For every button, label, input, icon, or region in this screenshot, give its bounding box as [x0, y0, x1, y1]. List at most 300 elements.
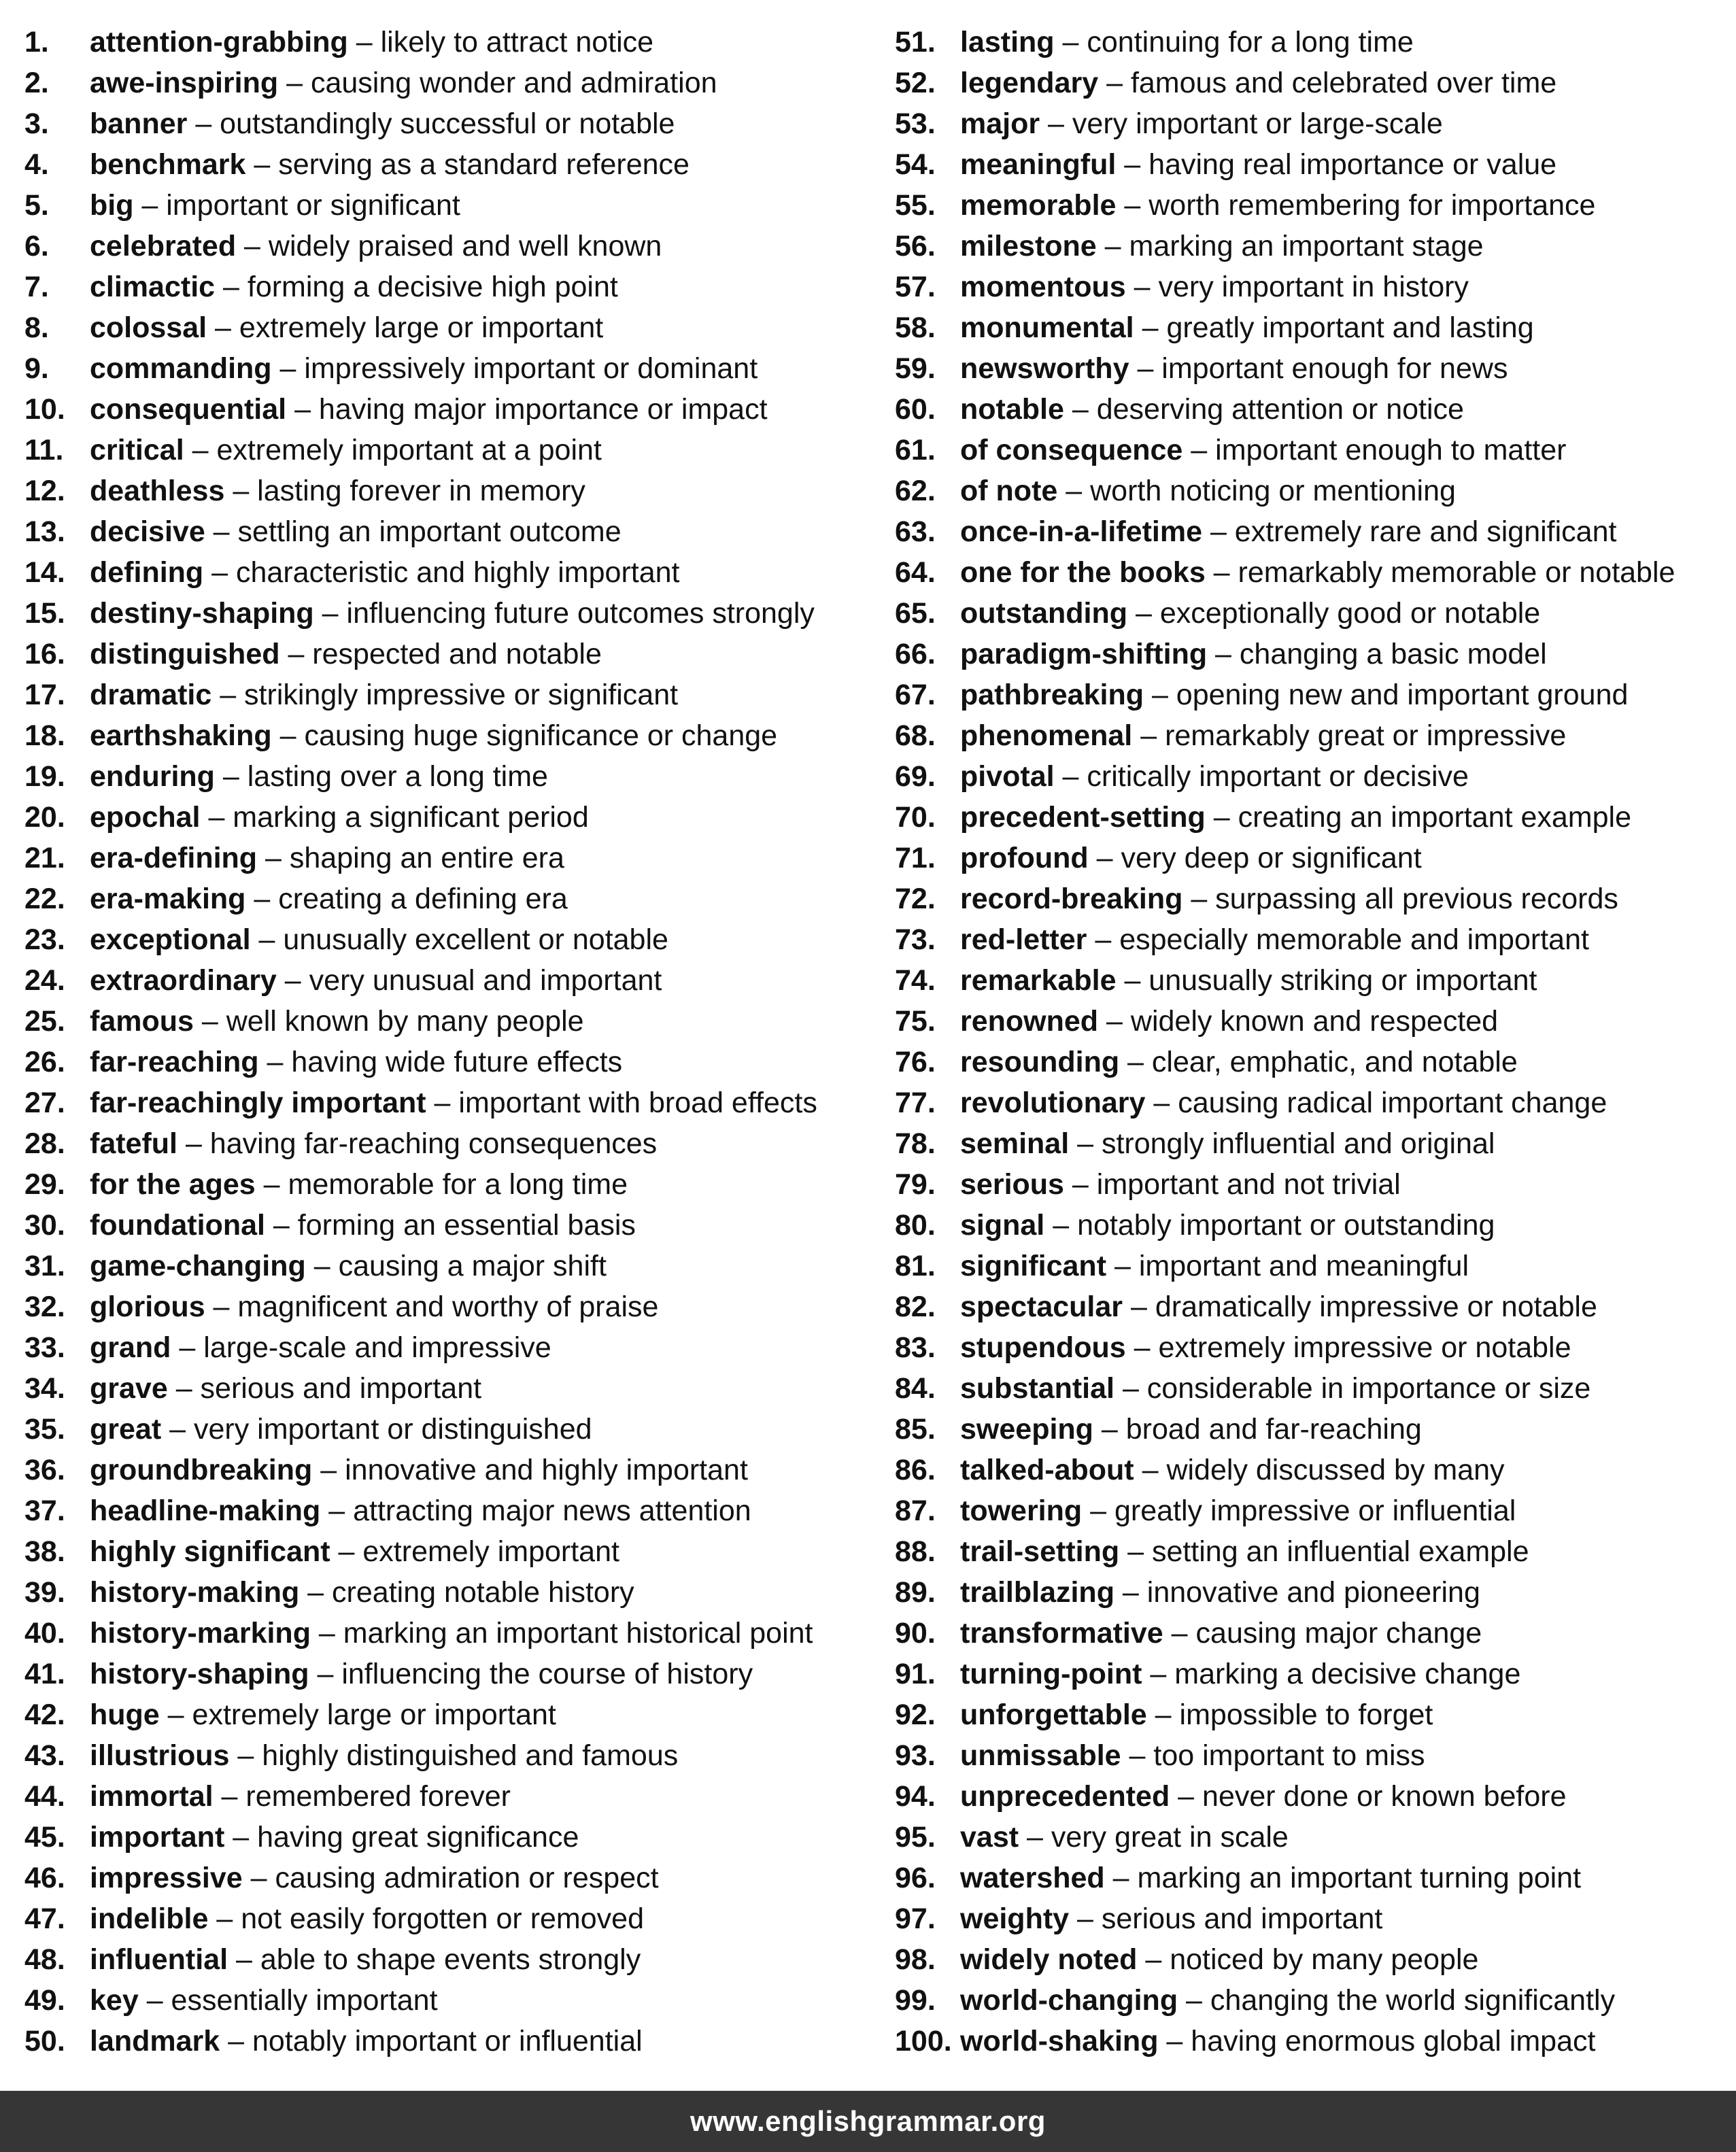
list-item — [895, 1082, 1724, 1123]
list-item-term: lasting — [960, 26, 1055, 58]
list-item-text — [960, 1858, 1581, 1898]
list-item-term: celebrated — [90, 230, 237, 262]
list-item-text — [960, 1735, 1425, 1776]
list-item — [24, 226, 881, 267]
list-item-number: 99. — [895, 1984, 936, 2017]
list-item-term: world-shaking — [960, 2025, 1159, 2057]
list-item-text — [960, 1368, 1590, 1409]
list-item — [895, 1776, 1724, 1817]
list-item-term: decisive — [90, 515, 205, 548]
list-item-definition: – essentially important — [138, 1984, 438, 2017]
list-item-definition: – marking a decisive change — [1142, 1658, 1521, 1690]
list-item-text — [90, 1409, 592, 1450]
list-item-definition: – deserving attention or notice — [1063, 393, 1464, 426]
list-item-term: fateful — [90, 1127, 177, 1160]
list-item — [895, 1409, 1724, 1450]
list-item-definition: – causing huge significance or change — [271, 719, 778, 752]
list-item-definition: – characteristic and highly important — [203, 556, 680, 589]
list-item-number: 43. — [24, 1739, 65, 1772]
list-item-term: awe-inspiring — [90, 67, 279, 99]
list-item-term: history-making — [90, 1576, 300, 1609]
list-item-term: world-changing — [960, 1984, 1178, 2017]
list-item-term: climactic — [90, 271, 216, 303]
list-item-term: immortal — [90, 1780, 214, 1813]
list-item-definition: – serious and important — [167, 1372, 482, 1405]
list-item — [895, 1164, 1724, 1205]
list-item-definition: – able to shape events strongly — [228, 1943, 641, 1976]
list-item — [24, 511, 881, 552]
list-item-text — [960, 1001, 1498, 1042]
list-item — [895, 1327, 1724, 1368]
list-item — [895, 1817, 1724, 1858]
list-item-text — [960, 838, 1422, 878]
list-item-number: 19. — [24, 760, 65, 793]
list-item — [895, 1980, 1724, 2021]
list-item-text — [90, 185, 460, 226]
list-item-term: important — [90, 1821, 225, 1854]
list-item-term: huge — [90, 1698, 160, 1731]
list-item-term: headline-making — [90, 1495, 321, 1527]
list-item-number: 52. — [895, 67, 936, 99]
list-item-definition: – having real importance or value — [1116, 148, 1557, 181]
list-item — [895, 593, 1724, 634]
list-item — [24, 1980, 881, 2021]
list-item-number: 89. — [895, 1576, 936, 1609]
list-item-text — [90, 1939, 641, 1980]
list-item-number: 79. — [895, 1168, 936, 1201]
list-item-text — [90, 878, 568, 919]
list-item-definition: – influencing the course of history — [309, 1658, 753, 1690]
list-item-definition: – magnificent and worthy of praise — [205, 1291, 659, 1323]
list-item-text — [90, 1531, 619, 1572]
list-item-definition: – unusually striking or important — [1116, 964, 1537, 997]
list-item-definition: – changing the world significantly — [1178, 1984, 1616, 2017]
list-item-definition: – important and meaningful — [1106, 1250, 1469, 1282]
list-item — [895, 1123, 1724, 1164]
list-item-text — [960, 1654, 1520, 1694]
list-item — [895, 1042, 1724, 1082]
list-item — [24, 1450, 881, 1490]
list-item-text — [90, 103, 675, 144]
list-item — [895, 1286, 1724, 1327]
list-item — [24, 2021, 881, 2062]
list-item — [895, 348, 1724, 389]
list-item — [895, 1898, 1724, 1939]
list-item-definition: – very great in scale — [1019, 1821, 1289, 1854]
list-item-term: momentous — [960, 271, 1126, 303]
list-item-text — [90, 1123, 657, 1164]
list-item-text — [90, 960, 662, 1001]
list-item-term: remarkable — [960, 964, 1117, 997]
list-item-definition: – innovative and highly important — [312, 1454, 748, 1486]
list-item-term: exceptional — [90, 923, 251, 956]
list-item-text — [960, 103, 1443, 144]
list-item-term: consequential — [90, 393, 287, 426]
list-item-text — [960, 919, 1589, 960]
list-item-definition: – surpassing all previous records — [1182, 883, 1618, 915]
list-item-term: enduring — [90, 760, 215, 793]
list-item-number: 97. — [895, 1902, 936, 1935]
list-item — [24, 756, 881, 797]
list-item-text — [90, 1817, 579, 1858]
list-item — [24, 1042, 881, 1082]
list-item-text — [90, 144, 690, 185]
list-item-definition: – respected and notable — [279, 638, 602, 670]
list-item-text — [90, 1368, 481, 1409]
list-item-number: 78. — [895, 1127, 936, 1160]
list-item-term: milestone — [960, 230, 1097, 262]
list-item-definition: – lasting over a long time — [214, 760, 548, 793]
list-item-definition: – setting an influential example — [1119, 1535, 1529, 1568]
list-item-number: 75. — [895, 1005, 936, 1038]
list-item-text — [90, 1205, 636, 1246]
list-item — [24, 593, 881, 634]
list-item — [24, 919, 881, 960]
list-item-term: key — [90, 1984, 139, 2017]
list-item — [24, 634, 881, 674]
list-item-text — [90, 226, 662, 267]
list-item-number: 54. — [895, 148, 936, 181]
list-item-text — [90, 1164, 628, 1205]
list-item — [895, 430, 1724, 471]
list-item-number: 80. — [895, 1209, 936, 1242]
list-item — [24, 1246, 881, 1286]
list-item-term: pathbreaking — [960, 679, 1144, 711]
list-item-definition: – creating a defining era — [245, 883, 568, 915]
list-item-term: impressive — [90, 1862, 243, 1894]
list-item-text — [960, 1286, 1597, 1327]
list-item-text — [90, 430, 602, 471]
list-item-number: 91. — [895, 1658, 936, 1690]
list-item — [24, 1858, 881, 1898]
list-item-definition: – too important to miss — [1121, 1739, 1425, 1772]
list-item-term: memorable — [960, 189, 1117, 222]
list-item-term: era-making — [90, 883, 246, 915]
list-item-definition: – creating notable history — [299, 1576, 634, 1609]
list-item-definition: – important enough to matter — [1182, 434, 1567, 466]
list-item — [24, 348, 881, 389]
list-item-term: of consequence — [960, 434, 1183, 466]
list-item-definition: – unusually excellent or notable — [250, 923, 668, 956]
list-item-number: 92. — [895, 1698, 936, 1731]
list-item-term: pivotal — [960, 760, 1055, 793]
list-item-text — [90, 1613, 813, 1654]
list-item-term: dramatic — [90, 679, 212, 711]
list-item-definition: – serious and important — [1069, 1902, 1383, 1935]
list-item-text — [960, 1164, 1401, 1205]
list-item-definition: – important with broad effects — [426, 1087, 817, 1119]
list-item-number: 55. — [895, 189, 936, 222]
list-item-definition: – important and not trivial — [1063, 1168, 1401, 1201]
list-item-number: 27. — [24, 1087, 65, 1119]
list-item-text — [90, 22, 653, 63]
list-item-definition: – forming a decisive high point — [215, 271, 618, 303]
list-item-definition: – extremely important — [330, 1535, 619, 1568]
list-item — [24, 267, 881, 307]
list-item-number: 77. — [895, 1087, 936, 1119]
list-item-definition: – causing wonder and admiration — [278, 67, 717, 99]
list-item — [24, 1368, 881, 1409]
list-item-term: talked-about — [960, 1454, 1134, 1486]
list-item-term: resounding — [960, 1046, 1120, 1078]
list-item-definition: – creating an important example — [1205, 801, 1632, 834]
list-item-number: 18. — [24, 719, 65, 752]
list-item-number: 5. — [24, 189, 49, 222]
list-item — [24, 960, 881, 1001]
list-item-definition: – worth noticing or mentioning — [1057, 475, 1456, 507]
list-item — [895, 1368, 1724, 1409]
list-item-number: 90. — [895, 1617, 936, 1650]
list-item-number: 36. — [24, 1454, 65, 1486]
list-item-term: precedent-setting — [960, 801, 1206, 834]
list-item-definition: – considerable in importance or size — [1114, 1372, 1591, 1405]
list-item-number: 3. — [24, 107, 49, 140]
list-item-definition: – causing major change — [1163, 1617, 1482, 1650]
list-item — [895, 634, 1724, 674]
list-item-definition: – clear, emphatic, and notable — [1119, 1046, 1518, 1078]
list-item-definition: – marking an important stage — [1096, 230, 1484, 262]
list-item — [895, 1858, 1724, 1898]
list-item — [24, 1286, 881, 1327]
list-item-number: 17. — [24, 679, 65, 711]
list-item-number: 63. — [895, 515, 936, 548]
list-item-number: 1. — [24, 26, 49, 58]
list-item-number: 10. — [24, 393, 65, 426]
list-item-term: landmark — [90, 2025, 220, 2057]
list-item-term: banner — [90, 107, 188, 140]
list-item-definition: – very unusual and important — [276, 964, 662, 997]
list-item-number: 62. — [895, 475, 936, 507]
list-item — [895, 1490, 1724, 1531]
list-item-term: highly significant — [90, 1535, 330, 1568]
list-item-number: 100. — [895, 2025, 952, 2057]
list-item-term: trailblazing — [960, 1576, 1114, 1609]
list-item-text — [960, 1450, 1505, 1490]
list-item-definition: – having enormous global impact — [1158, 2025, 1596, 2057]
list-item-definition: – extremely large or important — [159, 1698, 556, 1731]
list-item-term: unforgettable — [960, 1698, 1147, 1731]
list-item-text — [90, 511, 622, 552]
list-item — [24, 715, 881, 756]
list-item — [895, 878, 1724, 919]
list-item-term: history-marking — [90, 1617, 311, 1650]
list-item-number: 85. — [895, 1413, 936, 1446]
list-item-text — [960, 878, 1618, 919]
list-item-text — [960, 715, 1566, 756]
list-item-term: weighty — [960, 1902, 1070, 1935]
list-item-term: sweeping — [960, 1413, 1093, 1446]
list-item-definition: – likely to attract notice — [347, 26, 654, 58]
list-item-number: 35. — [24, 1413, 65, 1446]
list-item — [24, 389, 881, 430]
list-item-text — [90, 1327, 551, 1368]
list-item — [24, 63, 881, 103]
list-item-text — [960, 1898, 1382, 1939]
list-item-number: 82. — [895, 1291, 936, 1323]
list-item-term: famous — [90, 1005, 194, 1038]
list-item-term: for the ages — [90, 1168, 256, 1201]
list-item-number: 34. — [24, 1372, 65, 1405]
list-item — [895, 1246, 1724, 1286]
list-item-text — [90, 1858, 659, 1898]
list-item-text — [90, 1694, 556, 1735]
list-item-term: red-letter — [960, 923, 1087, 956]
list-item-number: 67. — [895, 679, 936, 711]
list-item-text — [960, 1409, 1422, 1450]
list-item — [24, 307, 881, 348]
list-item-definition: – widely known and respected — [1098, 1005, 1499, 1038]
list-item-definition: – greatly impressive or influential — [1082, 1495, 1516, 1527]
list-item-definition: – opening new and important ground — [1144, 679, 1629, 711]
list-item — [895, 1531, 1724, 1572]
list-item-text — [960, 1490, 1516, 1531]
list-item-term: phenomenal — [960, 719, 1133, 752]
list-item-text — [960, 1205, 1495, 1246]
list-item-number: 87. — [895, 1495, 936, 1527]
list-item-definition: – lasting forever in memory — [224, 475, 585, 507]
list-item-term: substantial — [960, 1372, 1114, 1405]
list-item — [895, 185, 1724, 226]
list-item — [24, 471, 881, 511]
list-item-number: 26. — [24, 1046, 65, 1078]
list-item-term: legendary — [960, 67, 1099, 99]
list-item-term: far-reachingly important — [90, 1087, 426, 1119]
list-item-number: 31. — [24, 1250, 65, 1282]
list-item-number: 16. — [24, 638, 65, 670]
list-item-number: 23. — [24, 923, 65, 956]
list-item-number: 33. — [24, 1331, 65, 1364]
list-item-number: 50. — [24, 2025, 65, 2057]
list-item — [895, 797, 1724, 838]
list-item — [24, 1205, 881, 1246]
list-item-definition: – greatly important and lasting — [1134, 311, 1534, 344]
list-item-number: 32. — [24, 1291, 65, 1323]
list-item-term: meaningful — [960, 148, 1117, 181]
list-item-term: paradigm-shifting — [960, 638, 1208, 670]
list-item-term: deathless — [90, 475, 225, 507]
list-item-term: big — [90, 189, 134, 222]
list-item-text — [960, 1327, 1571, 1368]
list-item-definition: – having great significance — [224, 1821, 579, 1854]
list-item-term: newsworthy — [960, 352, 1129, 385]
list-item-definition: – well known by many people — [193, 1005, 584, 1038]
list-item-text — [960, 2021, 1595, 2062]
list-item-text — [960, 471, 1456, 511]
list-item-text — [960, 1082, 1607, 1123]
list-item-number: 93. — [895, 1739, 936, 1772]
list-item — [895, 674, 1724, 715]
list-item-number: 72. — [895, 883, 936, 915]
list-item-number: 8. — [24, 311, 49, 344]
list-item-definition: – having wide future effects — [258, 1046, 623, 1078]
list-item — [895, 552, 1724, 593]
list-item-definition: – marking a significant period — [200, 801, 589, 834]
list-item-number: 65. — [895, 597, 936, 630]
list-item — [895, 267, 1724, 307]
list-item-text — [90, 593, 815, 634]
list-item-text — [90, 1898, 644, 1939]
list-item-text — [960, 226, 1484, 267]
list-item-definition: – shaping an entire era — [257, 842, 564, 874]
list-item — [24, 552, 881, 593]
list-item-definition: – extremely large or important — [207, 311, 604, 344]
list-item-text — [90, 389, 768, 430]
list-item-definition: – exceptionally good or notable — [1127, 597, 1541, 630]
list-item-text — [90, 1450, 748, 1490]
list-item-definition: – not easily forgotten or removed — [208, 1902, 644, 1935]
list-item-term: stupendous — [960, 1331, 1126, 1364]
list-item — [24, 1082, 881, 1123]
list-item-number: 98. — [895, 1943, 936, 1976]
list-item — [895, 1654, 1724, 1694]
list-item-text — [90, 919, 668, 960]
list-item-definition: – large-scale and impressive — [171, 1331, 551, 1364]
list-item-text — [960, 634, 1547, 674]
list-item-number: 59. — [895, 352, 936, 385]
list-item-text — [90, 63, 717, 103]
list-item-number: 28. — [24, 1127, 65, 1160]
list-item-text — [90, 307, 603, 348]
list-item-number: 11. — [24, 434, 64, 466]
list-item-definition: – remembered forever — [213, 1780, 511, 1813]
list-item — [895, 715, 1724, 756]
list-item-term: revolutionary — [960, 1087, 1146, 1119]
list-item-term: commanding — [90, 352, 272, 385]
list-item-term: signal — [960, 1209, 1045, 1242]
list-item-definition: – attracting major news attention — [320, 1495, 751, 1527]
list-item-term: once-in-a-lifetime — [960, 515, 1202, 548]
list-item-text — [960, 1531, 1529, 1572]
list-item-definition: – innovative and pioneering — [1114, 1576, 1480, 1609]
list-item-number: 44. — [24, 1780, 65, 1813]
list-item-definition: – especially memorable and important — [1087, 923, 1589, 956]
list-item-text — [90, 1082, 817, 1123]
list-item-text — [90, 2021, 643, 2062]
list-item-number: 88. — [895, 1535, 936, 1568]
list-item-text — [960, 1613, 1482, 1654]
list-item — [24, 103, 881, 144]
list-item — [895, 226, 1724, 267]
list-item-definition: – broad and far-reaching — [1093, 1413, 1422, 1446]
footer-site-link[interactable]: www.englishgrammar.org — [690, 2105, 1046, 2137]
list-item-term: grand — [90, 1331, 171, 1364]
list-item-number: 95. — [895, 1821, 936, 1854]
list-item-text — [960, 1042, 1518, 1082]
list-item-text — [90, 1654, 753, 1694]
list-item — [24, 1817, 881, 1858]
list-item-text — [90, 552, 680, 593]
list-item-text — [960, 1776, 1567, 1817]
list-item-number: 66. — [895, 638, 936, 670]
list-item-number: 86. — [895, 1454, 936, 1486]
list-item-term: outstanding — [960, 597, 1128, 630]
list-item-text — [90, 1776, 511, 1817]
list-item-number: 37. — [24, 1495, 65, 1527]
list-item-definition: – causing radical important change — [1145, 1087, 1607, 1119]
list-item — [24, 1694, 881, 1735]
list-item-number: 70. — [895, 801, 936, 834]
list-item-text — [960, 797, 1631, 838]
list-item-term: major — [960, 107, 1040, 140]
list-item-term: unprecedented — [960, 1780, 1170, 1813]
list-item — [24, 1898, 881, 1939]
list-item-text — [960, 1817, 1289, 1858]
list-item — [24, 1613, 881, 1654]
list-item-term: critical — [90, 434, 184, 466]
list-item — [895, 389, 1724, 430]
list-item-definition: – causing admiration or respect — [242, 1862, 659, 1894]
list-item-number: 73. — [895, 923, 936, 956]
